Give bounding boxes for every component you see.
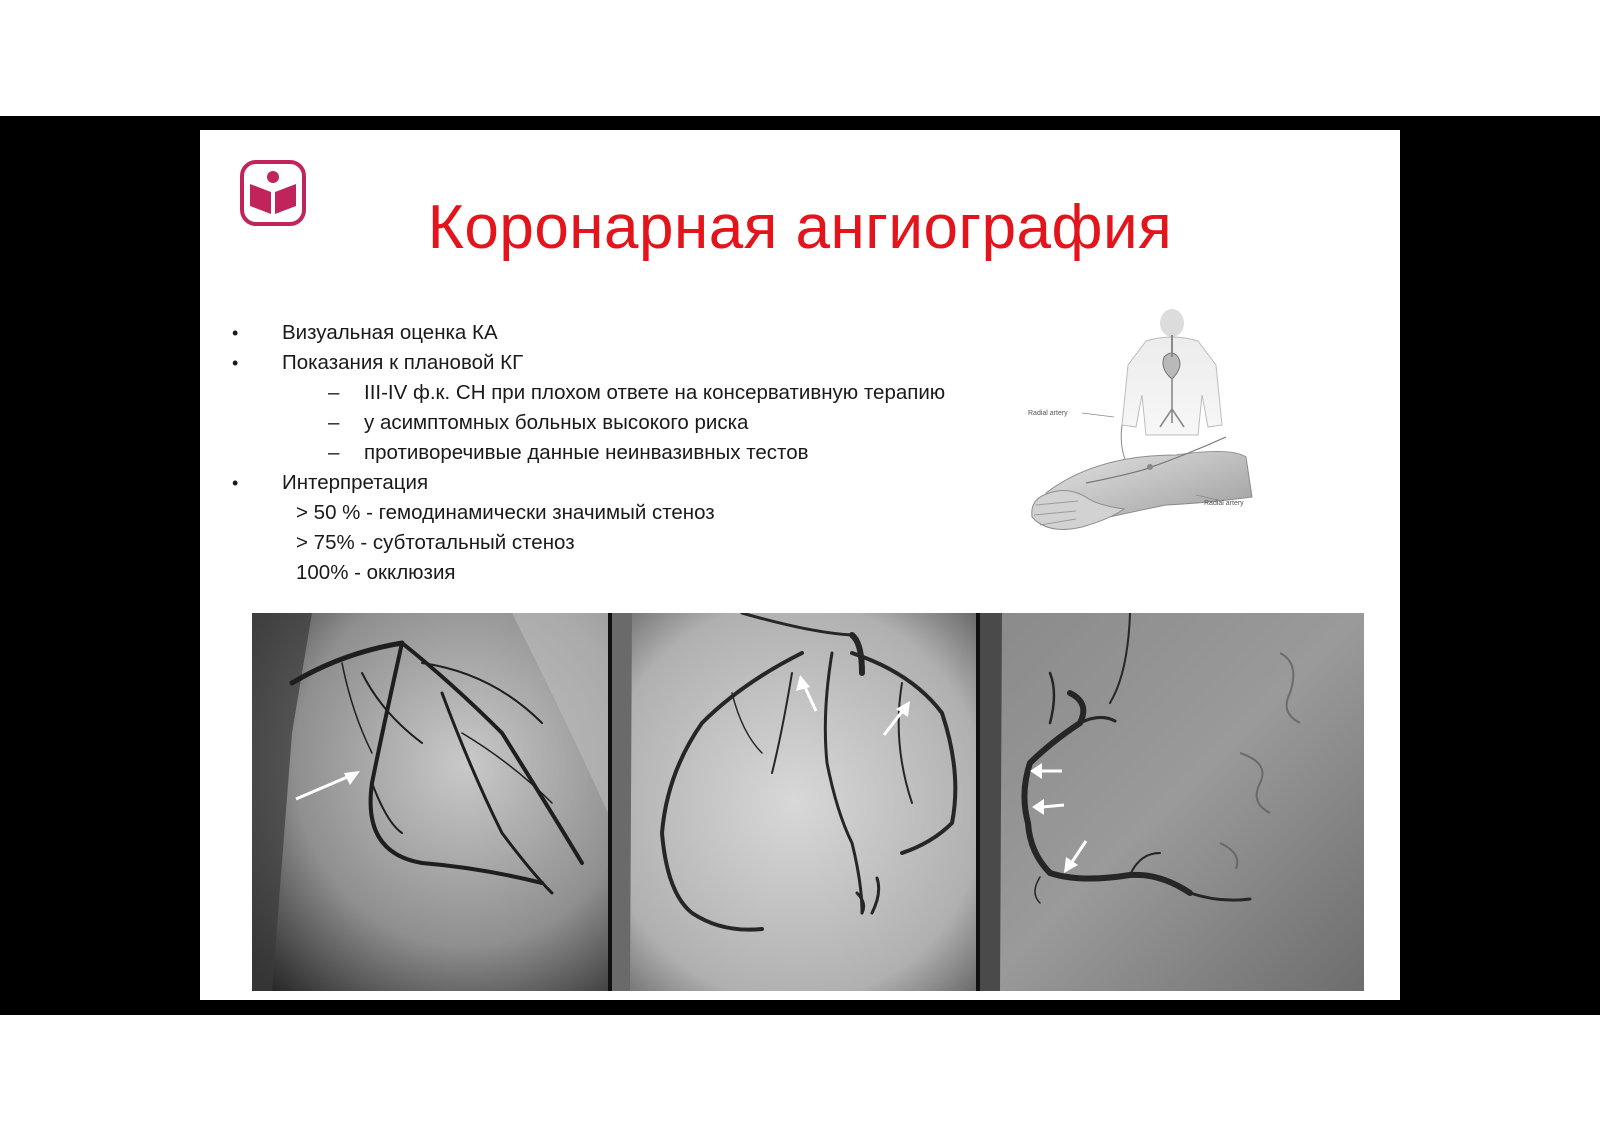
slide — [200, 130, 1400, 1000]
sub-bullet-item — [232, 408, 992, 438]
bullet-item — [232, 468, 992, 498]
interpretation-text: 100% - окклюзия — [296, 561, 456, 584]
radial-artery-label-lower: Radial artery — [1204, 500, 1244, 507]
sub-bullet-text: противоречивые данные неинвазивных тестов — [364, 441, 809, 464]
sub-bullet-text: у асимптомных больных высокого риска — [364, 411, 749, 434]
radial-access-illustration — [1026, 305, 1272, 555]
sub-bullet-text: III-IV ф.к. СН при плохом ответе на консервативную терапию — [364, 381, 946, 404]
interpretation-line — [232, 528, 992, 558]
bullet-list — [232, 318, 992, 588]
interpretation-text: > 75% - субтотальный стеноз — [296, 531, 575, 554]
angiogram-left-coronary — [252, 613, 608, 991]
dash-marker: – — [328, 411, 340, 434]
slide-title: Коронарная ангиография — [427, 193, 1173, 262]
radial-artery-label-upper: Radial artery — [1028, 410, 1068, 417]
interpretation-line — [232, 558, 992, 588]
bullet-text: Показания к плановой КГ — [282, 351, 524, 374]
bullet-marker: • — [232, 473, 239, 493]
angiogram-right-coronary — [980, 613, 1364, 991]
interpretation-line — [232, 498, 992, 528]
bullet-item — [232, 318, 992, 348]
bullet-marker: • — [232, 323, 239, 343]
angiogram-left-coronary-projection — [612, 613, 976, 991]
sub-bullet-item — [232, 438, 992, 468]
angiogram-strip — [252, 613, 1364, 991]
sub-bullet-item — [232, 378, 992, 408]
dash-marker: – — [328, 381, 340, 404]
dash-marker: – — [328, 441, 340, 464]
bullet-text: Визуальная оценка КА — [282, 321, 498, 344]
interpretation-text: > 50 % - гемодинамически значимый стеноз — [296, 501, 715, 524]
bullet-text: Интерпретация — [282, 471, 429, 494]
logo-icon — [240, 160, 306, 226]
bullet-marker: • — [232, 353, 239, 373]
bullet-item — [232, 348, 992, 378]
